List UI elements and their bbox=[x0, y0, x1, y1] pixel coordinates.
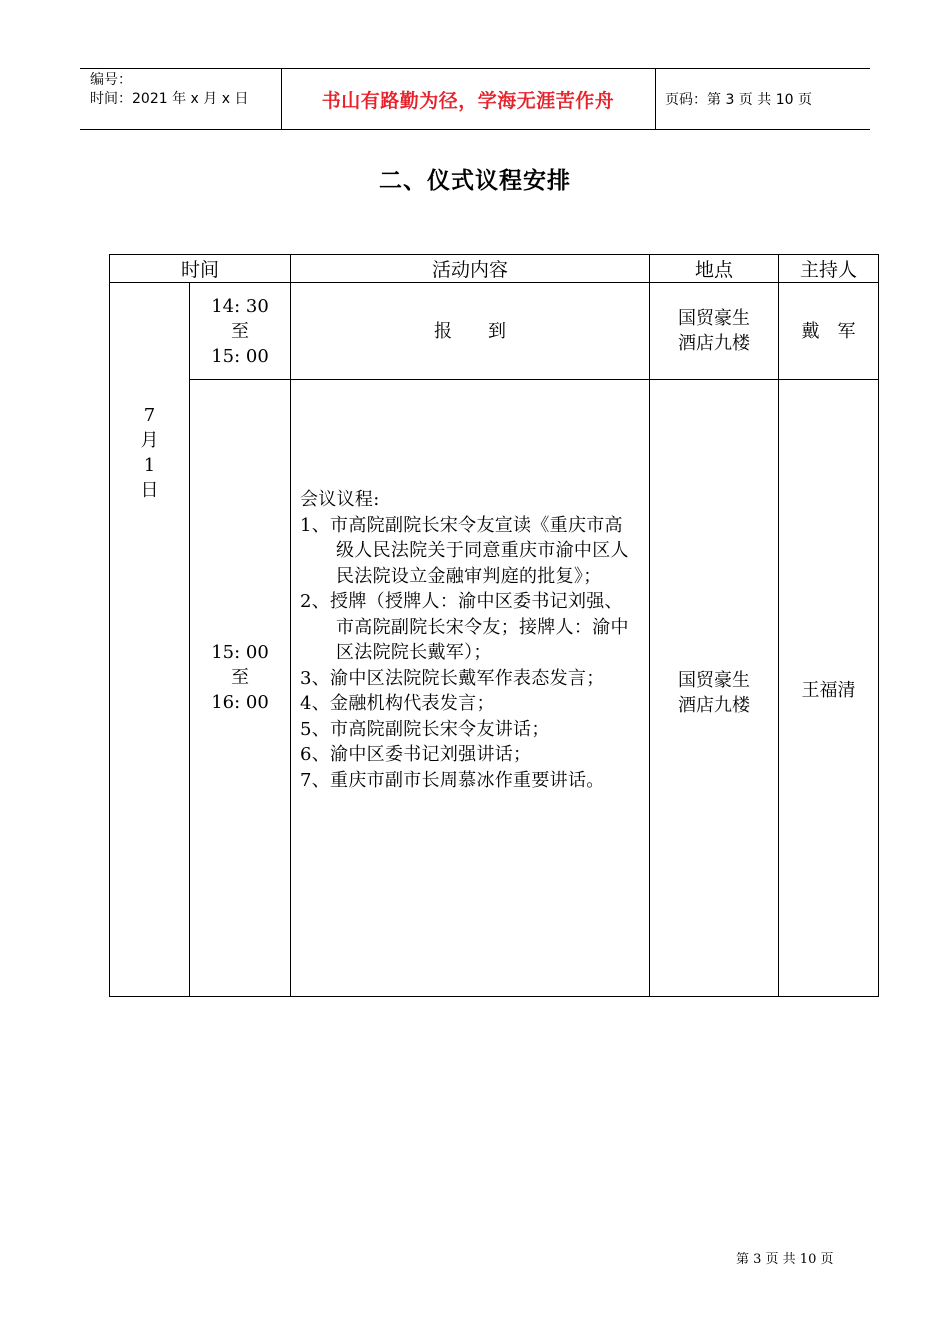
time-text: 时间：2021 年 x 月 x 日 bbox=[90, 91, 249, 107]
col-header-venue: 地点 bbox=[694, 259, 733, 281]
host-cell: 戴 军 bbox=[801, 320, 856, 342]
venue-cell: 国贸豪生 酒店九楼 bbox=[678, 308, 750, 354]
time-cell: 14: 30 至 15: 00 bbox=[211, 295, 269, 367]
venue-cell: 国贸豪生 酒店九楼 bbox=[678, 670, 750, 716]
list-item: 6、渝中区委书记刘强讲话； bbox=[300, 744, 532, 765]
date-cell: 7 月 1 日 bbox=[140, 405, 159, 501]
header-divider bbox=[655, 69, 656, 129]
header-meta bbox=[90, 71, 248, 109]
agenda-table bbox=[109, 254, 879, 997]
list-item: 3、渝中区法院院长戴军作表态发言； bbox=[300, 667, 605, 689]
col-header-content: 活动内容 bbox=[431, 259, 508, 281]
number-label: 编号： bbox=[90, 72, 132, 88]
content-cell: 报 到 bbox=[434, 320, 506, 342]
page-footer: 第 3 页 共 10 页 bbox=[736, 1252, 834, 1267]
list-item: 5、市高院副院长宋令友讲话； bbox=[300, 718, 550, 740]
row-divider bbox=[189, 379, 878, 380]
list-item: 1、市高院副院长宋令友宣读《重庆市高级人民法院关于同意重庆市渝中区人民法院设立金融审判庭的批复》； bbox=[300, 514, 629, 587]
col-header-host: 主持人 bbox=[799, 259, 857, 281]
header-page-code: 页码：第 3 页 共 10 页 bbox=[665, 92, 812, 108]
list-item: 2、授牌（授牌人：渝中区委书记刘强、市高院副院长宋令友；接牌人：渝中区法院院长戴军）； bbox=[300, 591, 629, 663]
time-cell: 15: 00 至 16: 00 bbox=[211, 641, 269, 713]
agenda-list bbox=[300, 487, 630, 793]
host-cell: 王福清 bbox=[801, 679, 856, 701]
list-item: 4、金融机构代表发言； bbox=[300, 693, 495, 714]
header-motto: 书山有路勤为径，学海无涯苦作舟 bbox=[321, 89, 615, 112]
page-title: 二、仪式议程安排 bbox=[379, 168, 571, 194]
agenda-heading: 会议议程: bbox=[300, 489, 380, 510]
list-item: 7、重庆市副市长周慕冰作重要讲话。 bbox=[300, 769, 605, 791]
page-header bbox=[80, 68, 870, 130]
col-header-time: 时间 bbox=[180, 259, 219, 281]
